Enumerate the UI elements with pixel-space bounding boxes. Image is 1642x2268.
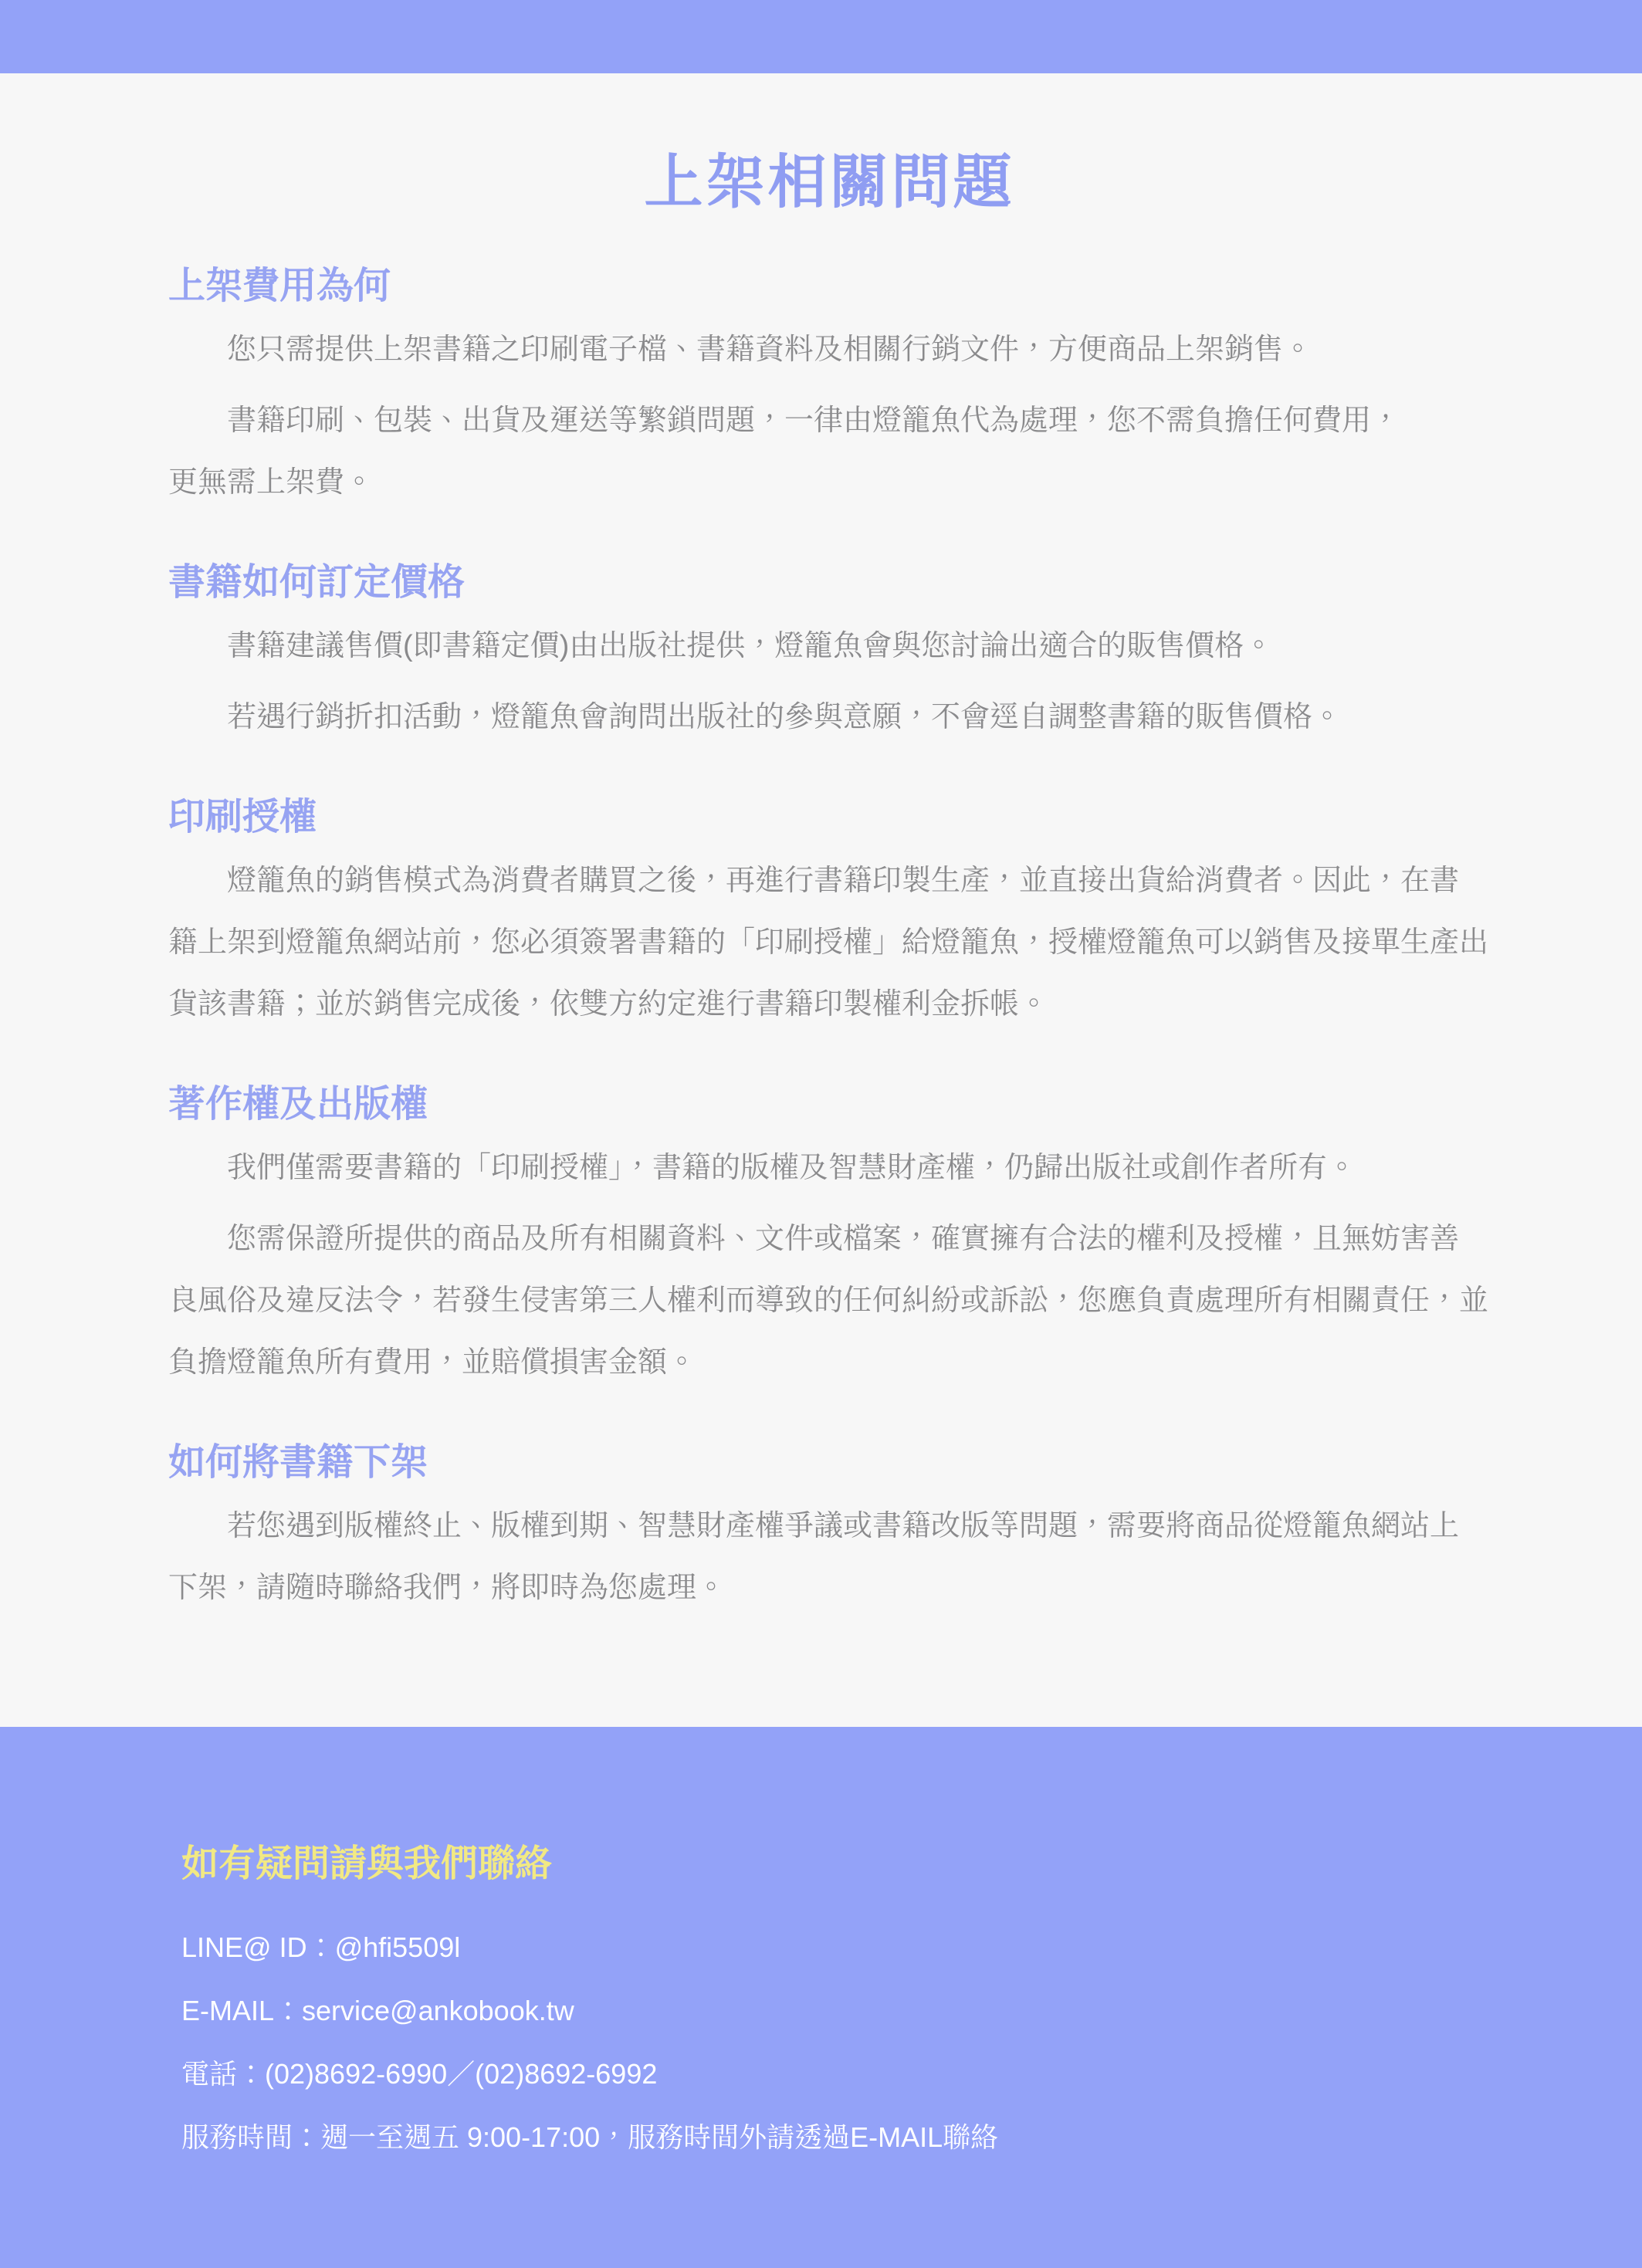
paragraph-line: 良風俗及違反法令，若發生侵害第三人權利而導致的任何糾紛或訴訟，您應負責處理所有相關責任，並 [168, 1285, 1489, 1317]
contact-line-line-id: LINE@ ID：@hfi5509l [181, 1931, 461, 1963]
faq-section-print-license [168, 796, 1491, 1035]
paragraph [168, 390, 1491, 513]
paragraph [168, 1495, 1491, 1619]
paragraph-line: 若遇行銷折扣活動，燈籠魚會詢問出版社的參與意願，不會逕自調整書籍的販售價格。 [227, 701, 1342, 733]
paragraph-line: 負擔燈籠魚所有費用，並賠償損害金額。 [168, 1346, 697, 1379]
contact-footer [0, 1727, 1642, 2268]
paragraph-line: 您只需提供上架書籍之印刷電子檔、書籍資料及相關行銷文件，方便商品上架銷售。 [227, 333, 1313, 366]
paragraph-line: 書籍印刷、包裝、出貨及運送等繁鎖問題，一律由燈籠魚代為處理，您不需負擔任何費用， [227, 405, 1401, 437]
paragraph-line: 我們僅需要書籍的「印刷授權」，書籍的版權及智慧財產權，仍歸出版社或創作者所有。 [227, 1152, 1357, 1184]
paragraph-line: 下架，請隨時聯絡我們，將即時為您處理。 [168, 1572, 726, 1604]
section-title: 如何將書籍下架 [168, 1442, 428, 1483]
faq-section-pricing [168, 561, 1491, 748]
paragraph [168, 686, 1491, 748]
paragraph-line: 燈籠魚的銷售模式為消費者購買之後，再進行書籍印製生產，並直接出貨給消費者。因此，在書 [227, 865, 1460, 897]
paragraph-line: 若您遇到版權終止、版權到期、智慧財產權爭議或書籍改版等問題，需要將商品從燈籠魚網站上 [227, 1510, 1460, 1542]
contact-line-service-hours: 服務時間：週一至週五 9:00-17:00，服務時間外請透過E-MAIL聯絡 [181, 2121, 999, 2153]
paragraph-line: 書籍建議售價(即書籍定價)由出版社提供，燈籠魚會與您討論出適合的販售價格。 [227, 630, 1274, 662]
contact-line-phone: 電話：(02)8692-6990／(02)8692-6992 [181, 2058, 658, 2090]
paragraph-line: 更無需上架費。 [168, 466, 374, 499]
paragraph [168, 1137, 1491, 1199]
faq-section-listing-fee [168, 265, 1491, 513]
section-title: 著作權及出版權 [168, 1084, 428, 1125]
section-title: 印刷授權 [168, 797, 317, 838]
page-title: 上架相關問題 [644, 150, 1015, 215]
faq-section-takedown [168, 1441, 1491, 1619]
section-title: 上架費用為何 [168, 266, 391, 306]
content-area [0, 73, 1642, 1727]
paragraph-line: 貨該書籍；並於銷售完成後，依雙方約定進行書籍印製權利金拆帳。 [168, 988, 1049, 1021]
paragraph-line: 籍上架到燈籠魚網站前，您必須簽署書籍的「印刷授權」給燈籠魚，授權燈籠魚可以銷售及接單生產出 [168, 926, 1489, 959]
paragraph-line: 您需保證所提供的商品及所有相關資料、文件或檔案，確實擁有合法的權利及授權，且無妨害善 [227, 1223, 1460, 1255]
top-banner [0, 0, 1642, 73]
paragraph [168, 850, 1491, 1035]
footer-title: 如有疑問請與我們聯絡 [181, 1843, 553, 1884]
faq-section-copyright [168, 1083, 1491, 1393]
paragraph [168, 1208, 1491, 1393]
section-title: 書籍如何訂定價格 [168, 562, 466, 603]
contact-line-email: E-MAIL：service@ankobook.tw [181, 1995, 574, 2026]
paragraph [168, 615, 1491, 677]
paragraph [168, 319, 1491, 381]
